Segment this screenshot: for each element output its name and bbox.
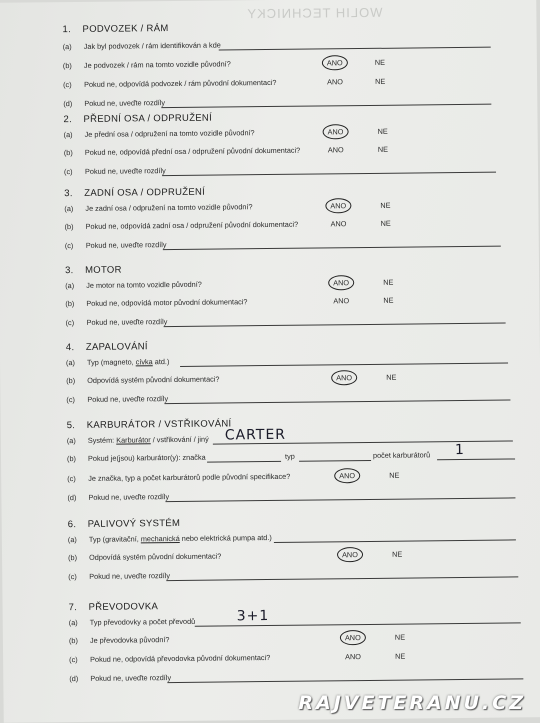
ano-option[interactable]: ANO xyxy=(345,652,361,662)
question-text: Pokud ne, uveďte rozdíly xyxy=(90,673,172,683)
section-name: KARBURÁTOR / VSTŘIKOVÁNÍ xyxy=(86,418,232,431)
ano-option[interactable]: ANO xyxy=(330,219,347,229)
form-row xyxy=(0,199,538,219)
ano-option[interactable]: ANO xyxy=(327,145,344,155)
row-key: (b) xyxy=(64,222,74,232)
ano-option[interactable]: ANO xyxy=(328,275,354,290)
row-key: (c) xyxy=(65,318,75,328)
section-name: ZAPALOVÁNÍ xyxy=(85,341,148,353)
form-row xyxy=(0,143,538,163)
ne-option[interactable]: NE xyxy=(389,470,400,480)
selected-option: mechanická xyxy=(140,533,180,544)
form-section xyxy=(0,337,540,405)
form-row xyxy=(0,75,537,95)
answer-line[interactable] xyxy=(167,678,523,683)
question-text: Odpovídá systém původní dokumentaci? xyxy=(87,374,220,385)
form-row xyxy=(2,530,540,550)
row-key: (c) xyxy=(66,395,75,405)
answer-line[interactable] xyxy=(166,576,518,581)
handwritten-answer: 1 xyxy=(454,441,465,459)
section-number: 1. xyxy=(62,24,72,36)
row-key: (c) xyxy=(64,241,74,251)
section-number: 6. xyxy=(67,519,77,531)
form-row xyxy=(3,669,540,689)
form-row xyxy=(0,313,540,333)
form-row xyxy=(2,567,540,587)
question-text: Pokud je(jsou) karburátor(y): značka xyxy=(87,452,206,463)
row-key: (b) xyxy=(66,376,76,386)
ne-option[interactable]: NE xyxy=(395,651,406,661)
form-row xyxy=(0,294,539,314)
form-row xyxy=(0,371,540,391)
ano-option[interactable]: ANO xyxy=(323,124,349,139)
question-text: Je motor na tomto vozidle původní? xyxy=(86,279,202,290)
answer-line[interactable] xyxy=(162,172,496,176)
row-key: (b) xyxy=(66,454,76,464)
form-row xyxy=(0,162,538,182)
question-text-part: Systém: xyxy=(87,435,117,445)
question-text: Pokud ne, uveďte rozdíly xyxy=(88,492,170,502)
carburetor-count-label: počet karburátorů xyxy=(372,450,431,460)
row-key: (a) xyxy=(65,358,75,368)
ne-option[interactable]: NE xyxy=(380,200,391,210)
section-name: MOTOR xyxy=(84,264,122,276)
selected-option: cívka xyxy=(135,357,153,367)
question-text-part: / vstřikování / jiný xyxy=(150,434,209,445)
row-key: (b) xyxy=(62,61,72,71)
ne-option[interactable]: NE xyxy=(383,295,394,305)
ne-option[interactable]: NE xyxy=(377,144,388,154)
row-key: (a) xyxy=(68,618,78,628)
question-text: Je podvozek / rám na tomto vozidle původní? xyxy=(83,59,231,70)
row-key: (d) xyxy=(69,674,79,684)
row-key: (b) xyxy=(68,636,78,646)
question-text: Pokud ne, uveďte rozdíly xyxy=(89,571,171,581)
form-row xyxy=(3,650,540,670)
ano-option[interactable]: ANO xyxy=(333,296,350,306)
form-row xyxy=(0,353,540,373)
form-row xyxy=(0,390,540,410)
form-row xyxy=(1,469,540,489)
ano-option[interactable]: ANO xyxy=(325,198,351,213)
form-row xyxy=(0,217,539,237)
row-key: (a) xyxy=(67,535,77,545)
ne-option[interactable]: NE xyxy=(383,277,394,287)
row-key: (b) xyxy=(63,148,73,158)
question-text xyxy=(87,357,169,367)
form-row xyxy=(0,276,539,296)
answer-line[interactable] xyxy=(163,246,501,251)
section-number: 2. xyxy=(63,114,73,126)
question-text: Pokud ne, odpovídá podvozek / rám původní dokumentaci? xyxy=(84,77,277,89)
handwritten-answer: CARTER xyxy=(224,426,287,444)
answer-line[interactable] xyxy=(161,104,491,108)
question-text: Pokud ne, uveďte rozdíly xyxy=(86,317,168,327)
form-section xyxy=(0,260,539,328)
row-key: (d) xyxy=(63,99,73,109)
question-text-part: Typ (gravitační, xyxy=(88,534,141,544)
question-text: Jak byl podvozek / rám identifikován a kde xyxy=(83,40,221,51)
show-through-text: WOLIH TECHNICKY xyxy=(246,4,383,22)
question-text: Je značka, typ a počet karburátorů podle původní specifikace? xyxy=(88,471,291,483)
ne-option[interactable]: NE xyxy=(377,126,388,136)
section-number: 7. xyxy=(68,602,78,614)
question-text: Pokud ne, uveďte rozdíly xyxy=(85,240,167,250)
form-row xyxy=(0,37,537,57)
question-text: Pokud ne, uveďte rozdíly xyxy=(84,166,166,176)
answer-line[interactable] xyxy=(164,399,510,404)
form-row xyxy=(0,94,537,114)
form-row xyxy=(0,125,538,145)
ano-option[interactable]: ANO xyxy=(334,468,360,483)
question-text: Je přední osa / odpružení na tomto vozidle původní? xyxy=(84,128,255,139)
section-name: PODVOZEK / RÁM xyxy=(82,23,169,35)
ano-option[interactable]: ANO xyxy=(331,370,357,385)
ne-option[interactable]: NE xyxy=(394,632,406,642)
ano-option[interactable]: ANO xyxy=(327,77,343,87)
section-name: PŘEVODOVKA xyxy=(88,601,159,613)
section-name: PALIVOVÝ SYSTÉM xyxy=(87,517,181,530)
ano-option[interactable]: ANO xyxy=(337,547,363,562)
row-key: (b) xyxy=(65,299,75,309)
section-number: 3. xyxy=(64,265,74,277)
handwritten-answer: 3+1 xyxy=(236,608,270,625)
question-text: Pokud ne, odpovídá převodovka původní dokumentaci? xyxy=(90,653,271,664)
row-key: (c) xyxy=(63,167,73,177)
row-key: (a) xyxy=(66,436,76,446)
ne-option[interactable]: NE xyxy=(386,372,397,382)
ne-option[interactable]: NE xyxy=(380,218,391,228)
answer-line[interactable] xyxy=(164,323,506,328)
question-text: Pokud ne, uveďte rozdíly xyxy=(87,394,169,404)
form-row xyxy=(0,56,537,76)
row-key: (c) xyxy=(67,474,76,484)
row-key: (b) xyxy=(68,553,78,563)
answer-line[interactable] xyxy=(165,497,515,502)
question-text: Pokud ne, odpovídá přední osa / odpružení původní dokumentaci? xyxy=(84,145,301,157)
question-text: Typ převodovky a počet převodů xyxy=(89,616,196,627)
question-text: Je zadní osa / odpružení na tomto vozidle původní? xyxy=(85,202,253,213)
question-text: Je převodovka původní? xyxy=(89,635,170,645)
question-text: Odpovídá systém původní dokumentaci? xyxy=(89,551,222,562)
question-text-part: Typ (magneto, xyxy=(86,357,136,367)
count-line[interactable] xyxy=(437,458,515,460)
question-text-part: atd.) xyxy=(152,357,170,367)
type-line[interactable] xyxy=(299,460,371,462)
question-text: Pokud ne, odpovídá motor původní dokumentaci? xyxy=(86,297,248,308)
question-text: Pokud ne, uveďte rozdíly xyxy=(84,98,166,108)
section-name: PŘEDNÍ OSA / ODPRUŽENÍ xyxy=(83,112,213,125)
section-number: 3. xyxy=(64,188,73,200)
form-row xyxy=(0,236,539,256)
answer-line[interactable] xyxy=(180,363,508,367)
row-key: (c) xyxy=(68,572,77,582)
question-text xyxy=(89,533,272,544)
section-number: 5. xyxy=(66,420,76,432)
question-text xyxy=(88,435,209,445)
form-row xyxy=(1,488,540,508)
row-key: (a) xyxy=(63,130,73,140)
form-section xyxy=(3,597,540,684)
row-key: (c) xyxy=(69,655,78,665)
ne-option[interactable]: NE xyxy=(374,57,386,67)
watermark: RAJVETERANU.CZ xyxy=(298,692,526,714)
form-row xyxy=(1,441,540,469)
selected-option: Karburátor xyxy=(116,435,151,445)
answer-line[interactable] xyxy=(219,47,491,51)
row-key: (d) xyxy=(67,493,77,503)
answer-line[interactable] xyxy=(274,539,516,543)
form-row xyxy=(2,548,540,568)
row-key: (a) xyxy=(62,42,72,52)
ano-option[interactable]: ANO xyxy=(322,55,348,70)
question-text: Pokud ne, odpovídá zadní osa / odpružení původní dokumentaci? xyxy=(85,219,299,231)
section-number: 4. xyxy=(65,342,75,354)
form-section xyxy=(1,415,540,503)
form-section xyxy=(0,183,538,251)
ano-option[interactable]: ANO xyxy=(340,630,366,645)
section-name: ZADNÍ OSA / ODPRUŽENÍ xyxy=(84,186,206,199)
type-label: typ xyxy=(284,451,295,461)
row-key: (a) xyxy=(65,281,75,291)
row-key: (a) xyxy=(64,204,74,214)
ne-option[interactable]: NE xyxy=(375,76,386,86)
row-key: (c) xyxy=(63,80,72,90)
form-row xyxy=(3,608,540,633)
form-row xyxy=(3,631,540,651)
brand-line[interactable] xyxy=(207,461,281,463)
ne-option[interactable]: NE xyxy=(391,549,403,559)
form-section xyxy=(2,514,540,582)
question-text-part: nebo elektrická pumpa atd.) xyxy=(179,532,272,543)
